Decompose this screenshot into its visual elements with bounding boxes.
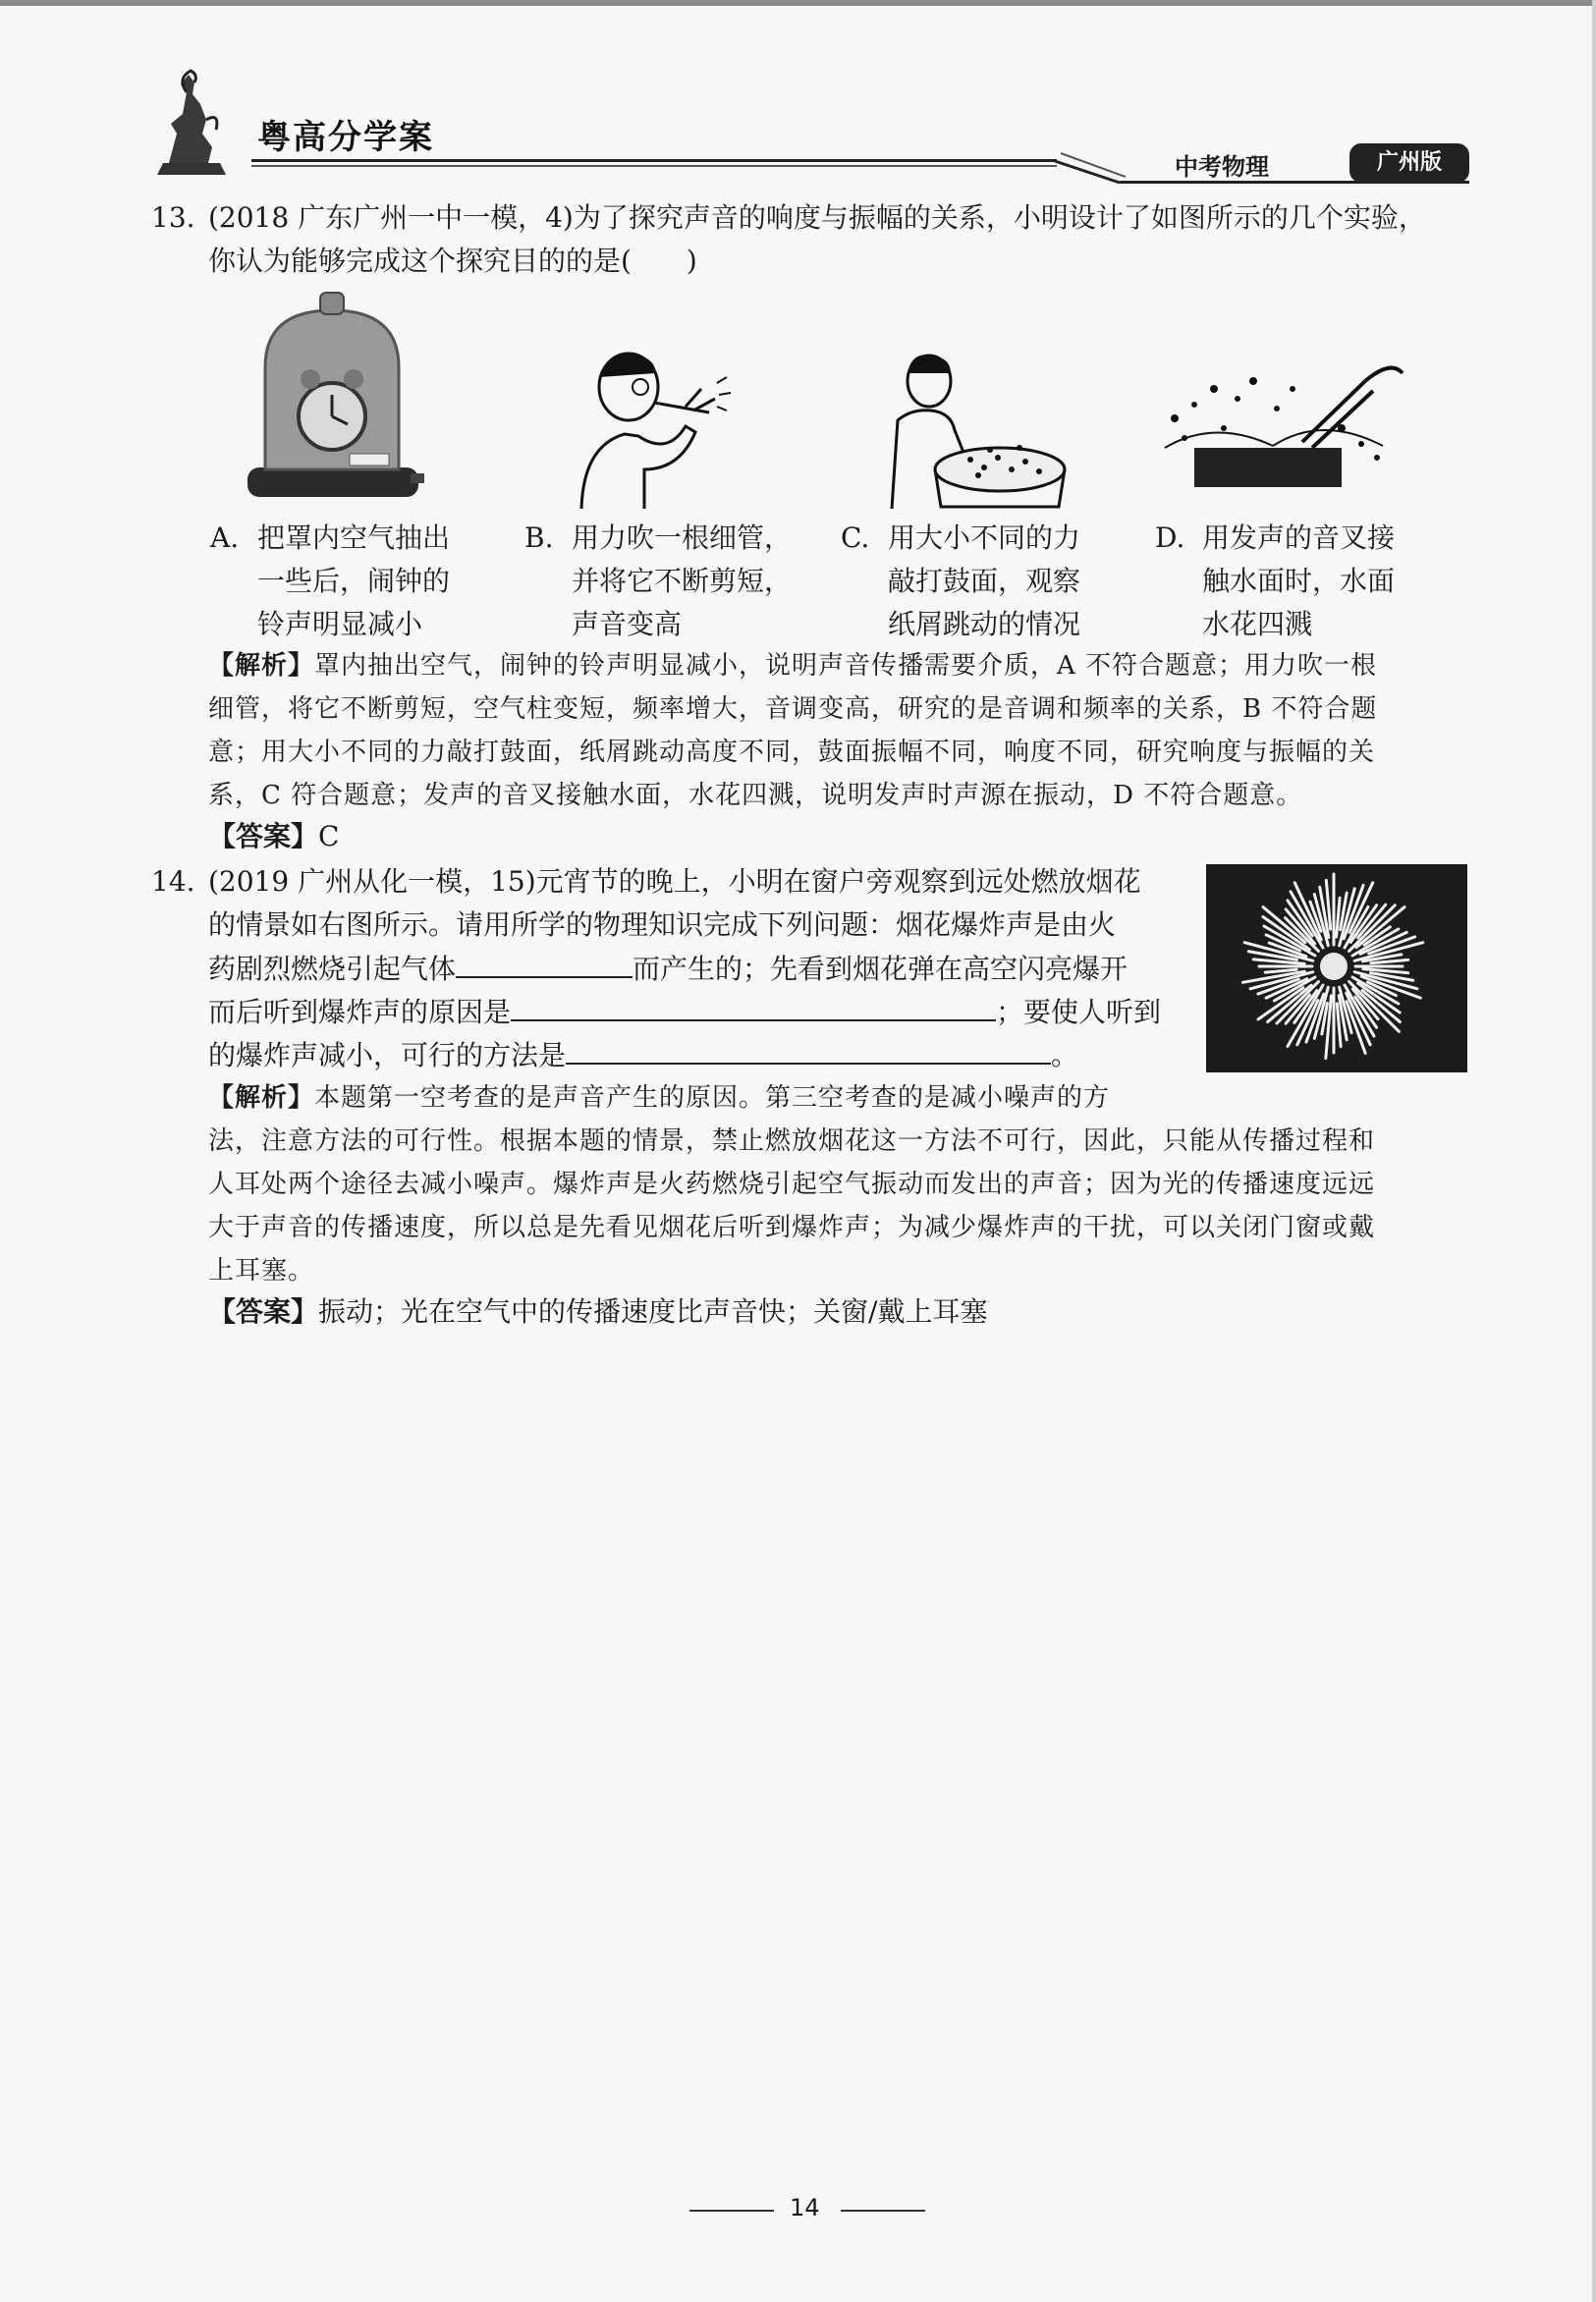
header-divider-icon	[1051, 147, 1129, 187]
option-text: 用力吹一根细管，	[572, 521, 793, 554]
answer-tag: 【答案】	[208, 820, 319, 852]
analysis-line: 大于声音的传播速度，所以总是先看见烟花后听到爆炸声；为减少爆炸声的干扰，可以关闭门窗或戴	[208, 1213, 1376, 1242]
option-b[interactable]	[524, 517, 799, 646]
analysis-line: 【解析】罩内抽出空气，闹钟的铃声明显减小，说明声音传播需要介质，A 不符合题意；用力吹一根	[208, 651, 1378, 681]
analysis-line: 上耳塞。	[208, 1256, 315, 1286]
subject-underline	[1120, 181, 1469, 184]
option-c[interactable]	[841, 517, 1116, 646]
footer-rule-right	[841, 2210, 925, 2212]
analysis-line: 细管，将它不断剪短，空气柱变短，频率增大，音调变高，研究的是音调和频率的关系，B 不符合题	[208, 694, 1378, 724]
subject-label: 中考物理	[1175, 153, 1269, 181]
man-blowing-straw-figure	[570, 348, 737, 509]
question-stem: 药剧烈燃烧引起气体 而产生的；先看到烟花弹在高空闪亮爆开	[208, 947, 1128, 991]
option-text: 用发声的音叉接	[1202, 521, 1396, 554]
option-a[interactable]	[210, 517, 485, 646]
option-letter: B.	[524, 521, 554, 554]
question-number: 14.	[151, 865, 195, 898]
option-text: 声音变高	[572, 608, 683, 640]
edition-badge: 广州版	[1349, 143, 1469, 183]
option-text: 纸屑跳动的情况	[888, 608, 1081, 640]
question-stem: (2019 广州从化一模，15)元宵节的晚上，小明在窗户旁观察到远处燃放烟花	[208, 865, 1141, 898]
answer-tag: 【答案】	[208, 1295, 319, 1328]
option-text: 用大小不同的力	[888, 521, 1081, 554]
option-d[interactable]	[1155, 517, 1430, 646]
brand-title: 粤高分学案	[257, 118, 434, 157]
answer-line	[208, 1290, 987, 1334]
answer-value: 振动；光在空气中的传播速度比声音快；关窗/戴上耳塞	[318, 1295, 988, 1328]
question-stem: 而后听到爆炸声的原因是 ；要使人听到	[208, 990, 1161, 1034]
tuning-fork-water-splash-figure	[1155, 359, 1406, 491]
answer-value: C	[318, 820, 340, 852]
answer-blank[interactable]	[566, 1033, 1051, 1065]
answer-line	[208, 815, 339, 858]
footer-rule-left	[689, 2210, 774, 2212]
analysis-line: 意；用大小不同的力敲打鼓面，纸屑跳动高度不同，鼓面振幅不同，响度不同，研究响度与振幅的关	[208, 738, 1376, 767]
header-rule-thin	[251, 165, 1057, 167]
header-rule	[251, 159, 1057, 162]
option-text: 一些后，闹钟的	[257, 565, 451, 597]
analysis-tag: 【解析】	[208, 651, 315, 681]
option-letter: D.	[1155, 521, 1185, 554]
option-text: 触水面时，水面	[1202, 565, 1396, 597]
page-number: 14	[790, 2194, 820, 2221]
option-letter: A.	[210, 521, 240, 554]
analysis-line: 【解析】本题第一空考查的是声音产生的原因。第三空考查的是减小噪声的方	[208, 1083, 1111, 1113]
option-text: 铃声明显减小	[257, 608, 423, 640]
question-stem: 的情景如右图所示。请用所学的物理知识完成下列问题：烟花爆炸声是由火	[208, 908, 1117, 941]
ram-statue-logo-icon	[147, 65, 236, 181]
analysis-line: 人耳处两个途径去减小噪声。爆炸声是火药燃烧引起空气振动而发出的声音；因为光的传播速度远远	[208, 1170, 1376, 1199]
firework-photo-figure	[1206, 864, 1467, 1072]
answer-blank[interactable]	[511, 990, 996, 1021]
analysis-line: 系，C 符合题意；发声的音叉接触水面，水花四溅，说明发声时声源在振动，D 不符合题意。	[208, 781, 1303, 810]
drum-paper-scraps-figure	[872, 352, 1069, 511]
question-number: 13.	[151, 201, 195, 234]
analysis-tag: 【解析】	[208, 1083, 315, 1113]
analysis-line: 法，注意方法的可行性。根据本题的情景，禁止燃放烟花这一方法不可行，因此，只能从传播过程和	[208, 1126, 1376, 1156]
page-header	[0, 0, 1596, 196]
question-stem: 你认为能够完成这个探究目的的是( )	[208, 245, 697, 277]
option-text: 敲打鼓面，观察	[888, 565, 1081, 597]
question-stem: 的爆炸声减小，可行的方法是 。	[208, 1033, 1078, 1077]
page-edge-right	[1592, 0, 1596, 2302]
option-text: 水花四溅	[1202, 608, 1313, 640]
bell-jar-alarm-clock-figure	[242, 289, 424, 507]
question-stem: (2018 广东广州一中一模，4)为了探究声音的响度与振幅的关系，小明设计了如图所示的几个实验，	[208, 201, 1426, 234]
option-text: 并将它不断剪短，	[572, 565, 793, 597]
option-text: 把罩内空气抽出	[257, 521, 451, 554]
option-letter: C.	[841, 521, 870, 554]
answer-blank[interactable]	[456, 947, 633, 978]
